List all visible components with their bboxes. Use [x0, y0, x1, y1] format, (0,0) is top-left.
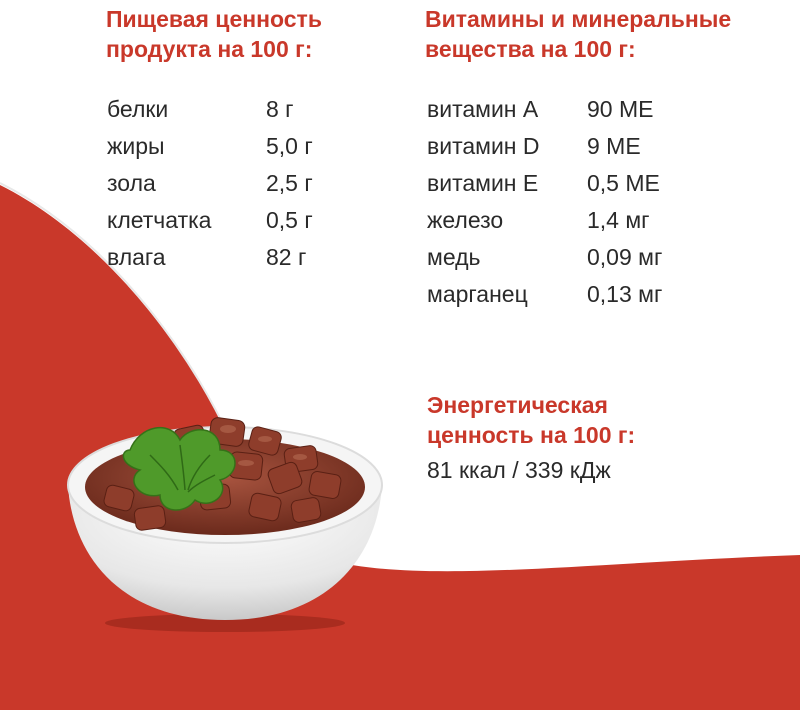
nutrition-row-ash — [107, 165, 313, 202]
nutrition-value: 82 г — [266, 244, 307, 270]
nutrition-value: 8 г — [266, 96, 294, 122]
nutrition-value: 5,0 г — [266, 133, 313, 159]
vitamins-row — [427, 202, 662, 239]
mineral-value: 0,09 мг — [587, 244, 663, 270]
nutrition-name: зола — [107, 170, 156, 196]
energy-heading-line2: ценность на 100 г: — [427, 422, 636, 448]
nutrition-name: белки — [107, 96, 169, 122]
vitamins-heading — [425, 4, 731, 64]
mineral-value: 1,4 мг — [587, 207, 650, 233]
vitamin-name: витамин A — [427, 96, 539, 122]
energy-value: 81 ккал / 339 кДж — [427, 457, 611, 483]
vitamins-heading-line1: Витамины и минеральные — [425, 6, 732, 32]
nutrition-name: клетчатка — [107, 207, 212, 233]
nutrition-table — [107, 91, 313, 276]
energy-heading-line1: Энергетическая — [427, 392, 608, 418]
vitamin-name: витамин D — [427, 133, 540, 159]
nutrition-name: влага — [107, 244, 166, 270]
vitamins-heading-line2: вещества на 100 г: — [425, 36, 636, 62]
nutrition-heading — [106, 4, 322, 64]
nutrition-row-fiber — [107, 202, 313, 239]
vitamin-value: 9 МЕ — [587, 133, 641, 159]
mineral-name: марганец — [427, 281, 528, 307]
vitamins-row — [427, 91, 662, 128]
vitamins-table — [427, 91, 662, 313]
vitamin-name: витамин E — [427, 170, 539, 196]
nutrition-heading-line1: Пищевая ценность — [106, 6, 322, 32]
mineral-name: железо — [427, 207, 504, 233]
nutrition-row-fat — [107, 128, 313, 165]
mineral-name: медь — [427, 244, 481, 270]
vitamin-value: 0,5 МЕ — [587, 170, 660, 196]
food-bowl-image — [60, 395, 390, 635]
nutrition-value: 2,5 г — [266, 170, 313, 196]
vitamins-row — [427, 276, 662, 313]
vitamins-row — [427, 239, 662, 276]
vitamins-row — [427, 165, 662, 202]
nutrition-row-protein — [107, 91, 313, 128]
nutrition-value: 0,5 г — [266, 207, 313, 233]
vitamins-row — [427, 128, 662, 165]
nutrition-heading-line2: продукта на 100 г: — [106, 36, 313, 62]
nutrition-row-moisture — [107, 239, 313, 276]
energy-heading — [427, 390, 635, 450]
vitamin-value: 90 МЕ — [587, 96, 654, 122]
mineral-value: 0,13 мг — [587, 281, 663, 307]
nutrition-name: жиры — [107, 133, 165, 159]
